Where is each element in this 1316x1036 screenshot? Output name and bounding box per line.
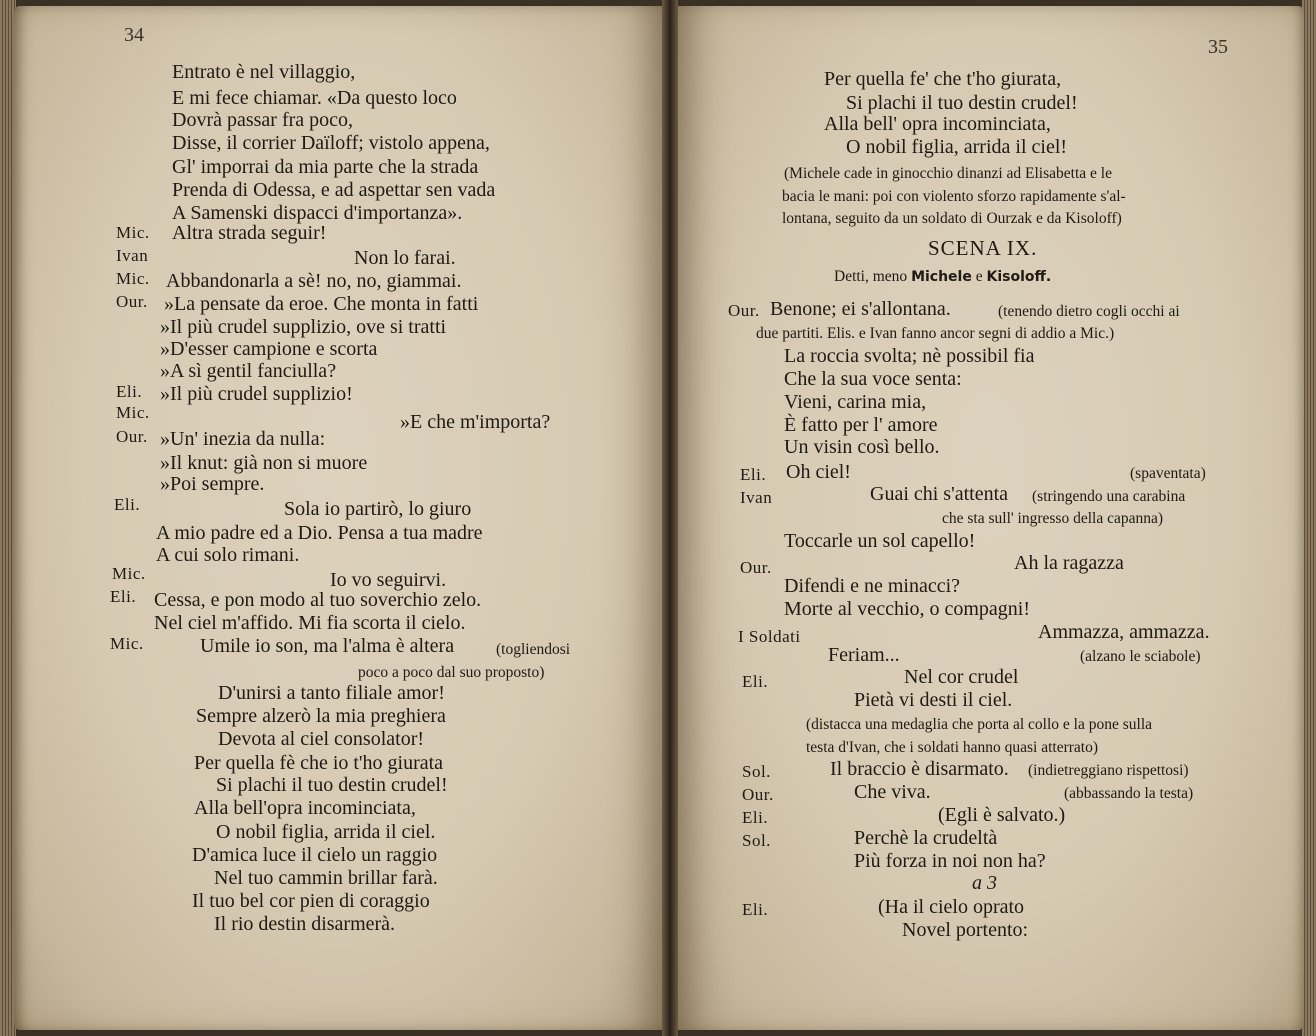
speaker-label: Sol. [742,762,771,781]
speaker-label: Eli. [742,900,769,919]
verse-line: Sempre alzerò la mia preghiera [196,705,446,727]
stage-direction: (Michele cade in ginocchio dinanzi ad Elisabetta e le [784,165,1112,182]
verse-line: (Egli è salvato.) [938,804,1066,826]
speaker-label: Ivan [740,488,773,507]
stage-direction: (togliendosi [496,641,571,658]
speaker-label: Mic. [116,269,150,288]
speaker-label: Our. [116,427,148,446]
speaker-label: Our. [740,558,772,577]
ensemble-marker: a 3 [972,872,997,894]
verse-line: Pietà vi desti il ciel. [854,689,1013,711]
verse-line: Il tuo bel cor pien di coraggio [192,890,430,912]
stage-direction: due partiti. Elis. e Ivan fanno ancor segni di addio a Mic.) [756,325,1115,342]
verse-line: È fatto per l' amore [784,414,938,436]
speaker-label: Eli. [740,465,767,484]
character-list-conj: e [975,268,983,285]
verse-line: Perchè la crudeltà [854,827,998,849]
verse-line: La roccia svolta; nè possibil fia [784,345,1035,367]
stage-direction: (indietreggiano rispettosi) [1028,762,1189,779]
speaker-label: Eli. [110,587,137,606]
character-list-intro: Detti, meno [834,268,908,285]
verse-line: Nel tuo cammin brillar farà. [214,867,438,889]
speaker-label: Eli. [116,382,143,401]
speaker-label: Mic. [110,634,144,653]
verse-line: Altra strada seguir! [172,222,327,244]
verse-line: Un visin così bello. [784,436,940,458]
speaker-label: I Soldati [738,627,801,646]
verse-line: O nobil figlia, arrida il ciel. [216,821,436,843]
verse-line: »Il più crudel supplizio! [160,383,353,405]
speaker-label: Eli. [114,495,141,514]
verse-line: Devota al ciel consolator! [218,728,425,750]
character-list [834,266,1051,288]
speaker-label: Ivan [116,246,149,265]
verse-line: Nel ciel m'affido. Mi fia scorta il cielo. [154,612,466,634]
character-name: Michele [911,269,972,285]
verse-line: Si plachi il tuo destin crudel! [216,774,448,796]
verse-line: Umile io son, ma l'alma è altera [200,635,455,657]
verse-line: D'unirsi a tanto filiale amor! [218,682,445,704]
verse-line: Alla bell'opra incominciata, [194,797,416,819]
verse-line: »Il knut: già non si muore [160,452,368,474]
verse-line: Si plachi il tuo destin crudel! [846,92,1078,114]
verse-line: Io vo seguirvi. [330,569,447,591]
verse-line: Morte al vecchio, o compagni! [784,598,1031,620]
stage-direction: (tenendo dietro cogli occhi ai [998,303,1180,320]
verse-line: »D'esser campione e scorta [160,338,378,360]
verse-line: Novel portento: [902,919,1029,941]
verse-line: Vieni, carina mia, [784,391,927,413]
verse-line: Sola io partirò, lo giuro [284,498,472,520]
book-gutter [662,0,678,1036]
verse-line: Prenda di Odessa, e ad aspettar sen vada [172,179,496,201]
speaker-label: Mic. [116,403,150,422]
page-number: 34 [124,24,144,46]
verse-line: Oh ciel! [786,461,851,483]
verse-line: Ammazza, ammazza. [1038,621,1210,643]
verse-line: Toccarle un sol capello! [784,530,976,552]
verse-line: Difendi e ne minacci? [784,575,961,597]
stage-direction: bacia le mani: poi con violento sforzo rapidamente s'al- [782,188,1126,205]
verse-line: D'amica luce il cielo un raggio [192,844,438,866]
verse-line: Dovrà passar fra poco, [172,109,354,131]
verse-line: Gl' imporrai da mia parte che la strada [172,156,479,178]
page-number: 35 [1208,36,1228,58]
speaker-label: Eli. [742,672,769,691]
left-page [14,6,664,1030]
verse-line: Benone; ei s'allontana. [770,298,951,320]
verse-line: A cui solo rimani. [156,544,300,566]
verse-line: Guai chi s'attenta [870,483,1008,505]
verse-line: Cessa, e pon modo al tuo soverchio zelo. [154,589,482,611]
verse-line: »A sì gentil fanciulla? [160,360,337,382]
verse-line: Ah la ragazza [1014,552,1124,574]
verse-line: Il rio destin disarmerà. [214,913,396,935]
verse-line: »Poi sempre. [160,473,265,495]
verse-line: Che la sua voce senta: [784,368,962,390]
verse-line: Abbandonarla a sè! no, no, giammai. [166,270,462,292]
verse-line: Il braccio è disarmato. [830,758,1009,780]
stage-direction: testa d'Ivan, che i soldati hanno quasi atterrato) [806,739,1099,756]
verse-line: Alla bell' opra incominciata, [824,113,1051,135]
speaker-label: Eli. [742,808,769,827]
speaker-label: Mic. [112,564,146,583]
scene-heading: SCENA IX. [928,236,1038,260]
character-name: Kisoloff. [986,269,1052,285]
verse-line: Nel cor crudel [904,666,1019,688]
speaker-label: Mic. [116,223,150,242]
verse-line: »Il più crudel supplizio, ove si tratti [160,316,447,338]
stage-direction: che sta sull' ingresso della capanna) [942,510,1164,527]
verse-line: Per quella fè che io t'ho giurata [194,752,444,774]
verse-line: Più forza in noi non ha? [854,850,1046,872]
speaker-label: Our. [742,785,774,804]
verse-line: E mi fece chiamar. «Da questo loco [172,87,457,109]
verse-line: »E che m'importa? [400,411,551,433]
stage-direction: (abbassando la testa) [1064,785,1194,802]
verse-line: Feriam... [828,644,900,666]
stage-direction: (distacca una medaglia che porta al collo e la pone sulla [806,716,1153,733]
speaker-label: Our. [116,292,148,311]
verse-line: (Ha il cielo oprato [878,896,1025,918]
verse-line: O nobil figlia, arrida il ciel! [846,136,1068,158]
speaker-label: Our. [728,301,760,320]
verse-line: Che viva. [854,781,931,803]
verse-line: Non lo farai. [354,247,456,269]
verse-line: »La pensate da eroe. Che monta in fatti [164,293,479,315]
stage-direction: poco a poco dal suo proposto) [358,664,545,681]
stage-direction: lontana, seguito da un soldato di Ourzak e da Kisoloff) [782,210,1122,227]
verse-line: Entrato è nel villaggio, [172,61,356,83]
stage-direction: (stringendo una carabina [1032,488,1186,505]
verse-line: Disse, il corrier Daïloff; vistolo appena, [172,132,490,154]
stage-direction: (spaventata) [1130,465,1206,482]
verse-line: A Samenski dispacci d'importanza». [172,202,463,224]
stage-direction: (alzano le sciabole) [1080,648,1201,665]
verse-line: Per quella fe' che t'ho giurata, [824,68,1062,90]
right-page [676,6,1304,1030]
verse-line: »Un' inezia da nulla: [160,428,326,450]
speaker-label: Sol. [742,831,771,850]
verse-line: A mio padre ed a Dio. Pensa a tua madre [156,522,483,544]
book-edge-right [1302,0,1316,1036]
